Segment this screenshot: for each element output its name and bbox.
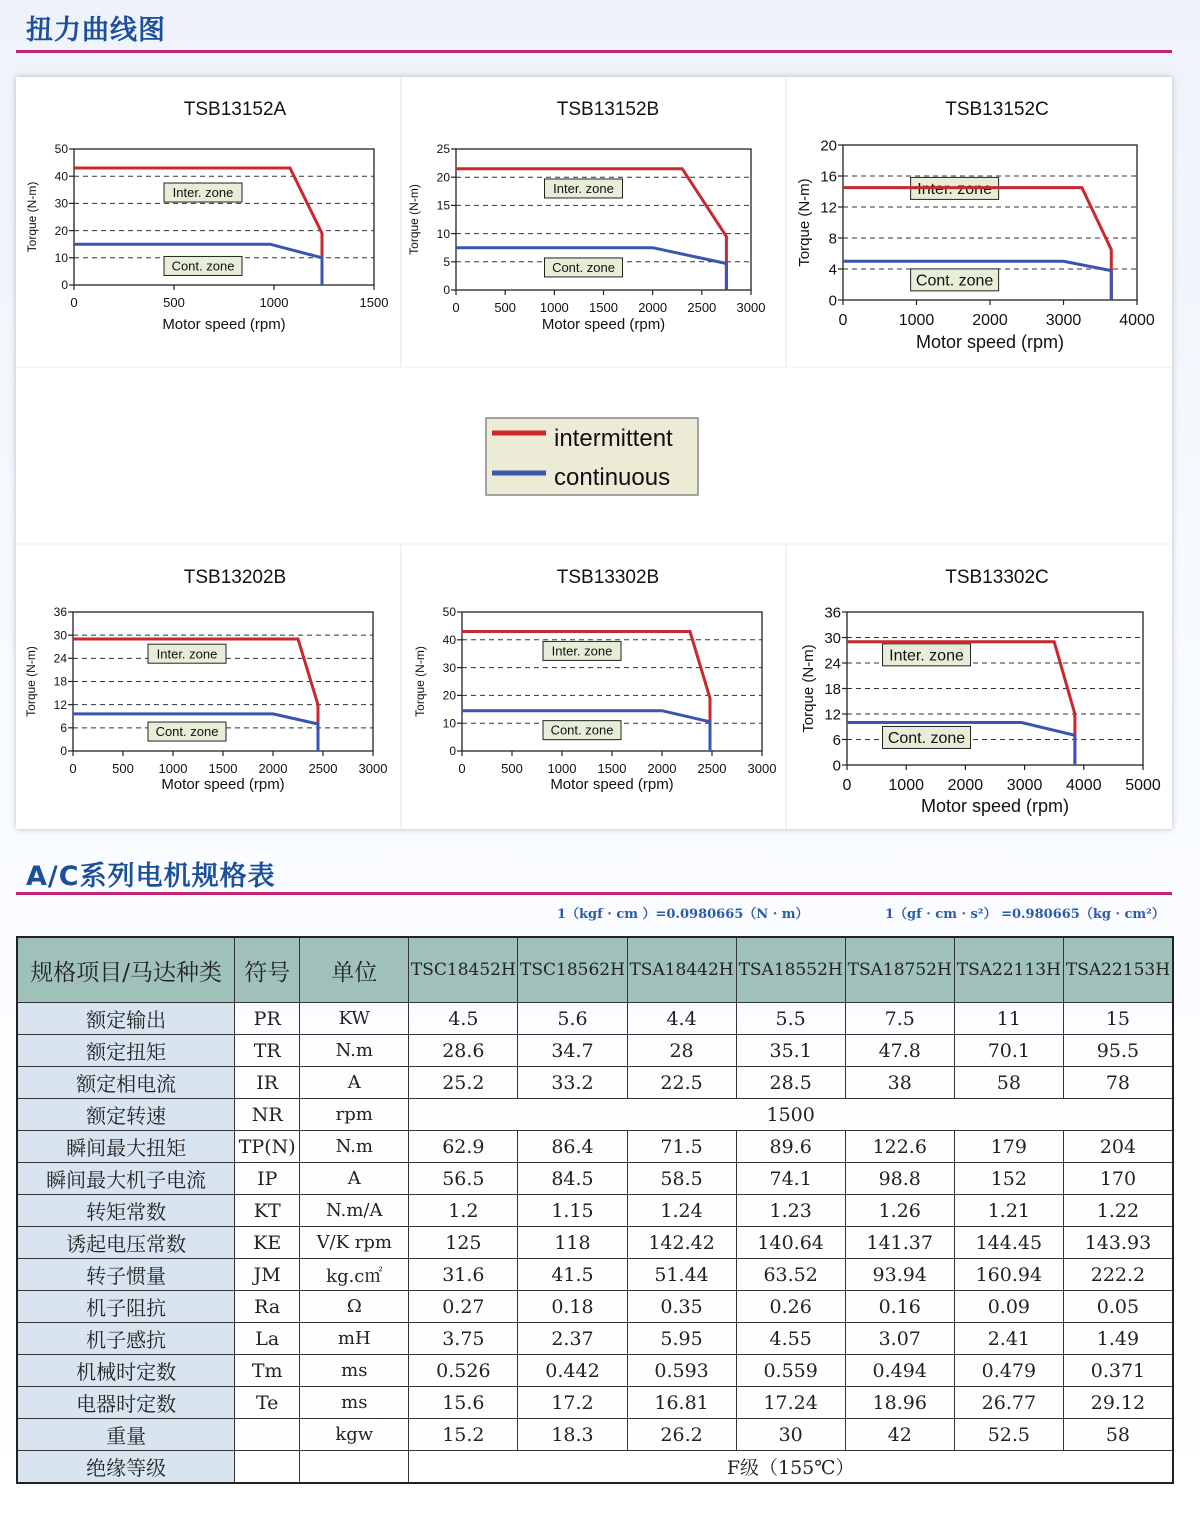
spec-value: 34.7 xyxy=(518,1035,627,1067)
spec-item-label: 绝缘等级 xyxy=(17,1451,235,1484)
y-tick-label: 10 xyxy=(54,251,68,265)
spec-value: 0.479 xyxy=(954,1355,1063,1387)
spec-value: 17.2 xyxy=(518,1387,627,1419)
x-tick-label: 0 xyxy=(70,295,78,310)
zone-label-cont: Cont. zone xyxy=(887,730,966,748)
x-tick-label: 0 xyxy=(69,761,77,776)
spec-value: 0.09 xyxy=(954,1291,1063,1323)
spec-value: 30 xyxy=(736,1419,845,1451)
spec-row xyxy=(17,1323,1173,1355)
x-tick-label: 4000 xyxy=(1119,312,1155,329)
spec-value: 63.52 xyxy=(736,1259,845,1291)
spec-value: 0.442 xyxy=(518,1355,627,1387)
y-tick-label: 30 xyxy=(442,660,456,675)
header-model: TSA18442H xyxy=(627,937,736,1003)
spec-section-divider xyxy=(16,892,1172,895)
spec-item-label: 重量 xyxy=(17,1419,235,1451)
spec-value: 125 xyxy=(409,1227,518,1259)
spec-item-label: 电器时定数 xyxy=(17,1387,235,1419)
y-tick-label: 4 xyxy=(828,261,837,279)
spec-value: 0.494 xyxy=(845,1355,954,1387)
spec-unit: ms xyxy=(300,1355,409,1387)
y-axis-label: Torque (N-m) xyxy=(796,178,813,267)
y-tick-label: 5 xyxy=(443,255,450,269)
spec-value: 86.4 xyxy=(518,1131,627,1163)
spec-symbol: IP xyxy=(235,1163,300,1195)
x-axis-label: Motor speed (rpm) xyxy=(162,316,286,333)
x-tick-label: 0 xyxy=(458,761,466,776)
zone-label-cont: Cont. zone xyxy=(550,722,614,738)
spec-value: 5.5 xyxy=(736,1003,845,1035)
spec-item-label: 诱起电压常数 xyxy=(17,1227,235,1259)
zone-label-inter: Inter. zone xyxy=(917,181,992,199)
torque-chart-tsb13152a xyxy=(25,99,388,333)
y-tick-label: 0 xyxy=(449,744,456,759)
spec-symbol: Te xyxy=(235,1387,300,1419)
x-tick-label: 2500 xyxy=(687,300,717,315)
header-model: TSA22113H xyxy=(954,937,1063,1003)
spec-unit: A xyxy=(300,1163,409,1195)
spec-value: 62.9 xyxy=(409,1131,518,1163)
y-tick-label: 0 xyxy=(61,278,68,293)
spec-value: 31.6 xyxy=(409,1259,518,1291)
spec-value: 33.2 xyxy=(518,1067,627,1099)
spec-value: 4.55 xyxy=(736,1323,845,1355)
spec-row xyxy=(17,1131,1173,1163)
spec-symbol: NR xyxy=(235,1099,300,1131)
spec-value: 1.49 xyxy=(1063,1323,1173,1355)
x-tick-label: 1500 xyxy=(589,300,618,315)
x-tick-label: 1500 xyxy=(359,295,389,310)
x-tick-label: 2000 xyxy=(258,761,288,776)
spec-value: 58 xyxy=(954,1067,1063,1099)
chart-title: TSB13302B xyxy=(556,567,660,588)
spec-value: 56.5 xyxy=(409,1163,518,1195)
spec-value: 122.6 xyxy=(845,1131,954,1163)
x-axis-label: Motor speed (rpm) xyxy=(161,776,285,793)
spec-value: 0.05 xyxy=(1063,1291,1173,1323)
spec-item-label: 机子感抗 xyxy=(17,1323,235,1355)
x-tick-label: 3000 xyxy=(358,761,388,776)
spec-value: 7.5 xyxy=(845,1003,954,1035)
torque-section-title: 扭力曲线图 xyxy=(26,15,166,46)
spec-row xyxy=(17,1419,1173,1451)
spec-item-label: 转矩常数 xyxy=(17,1195,235,1227)
spec-row xyxy=(17,1387,1173,1419)
spec-unit: rpm xyxy=(300,1099,409,1131)
spec-unit: kg.c㎡ xyxy=(300,1259,409,1291)
header-model: TSC18452H xyxy=(409,937,518,1003)
y-tick-label: 18 xyxy=(824,680,841,698)
spec-value: 0.16 xyxy=(845,1291,954,1323)
chart-title: TSB13302C xyxy=(945,567,1049,588)
spec-value: 5.6 xyxy=(518,1003,627,1035)
spec-value: 160.94 xyxy=(954,1259,1063,1291)
spec-row xyxy=(17,1163,1173,1195)
x-tick-label: 500 xyxy=(501,761,523,776)
zone-label-inter: Inter. zone xyxy=(172,185,234,201)
spec-value: 0.26 xyxy=(736,1291,845,1323)
y-axis-label: Torque (N-m) xyxy=(25,181,39,253)
header-unit: 单位 xyxy=(300,937,409,1003)
y-tick-label: 24 xyxy=(53,651,67,666)
zone-label-inter: Inter. zone xyxy=(553,181,614,197)
y-tick-label: 0 xyxy=(832,757,841,775)
spec-row xyxy=(17,1227,1173,1259)
spec-value: 0.18 xyxy=(518,1291,627,1323)
y-axis-label: Torque (N-m) xyxy=(800,644,817,733)
x-tick-label: 1000 xyxy=(888,777,924,794)
spec-value: 0.559 xyxy=(736,1355,845,1387)
chart-title: TSB13152C xyxy=(945,99,1049,120)
spec-value: 179 xyxy=(954,1131,1063,1163)
chart-legend xyxy=(486,418,698,495)
y-tick-label: 12 xyxy=(824,706,841,724)
spec-value: 41.5 xyxy=(518,1259,627,1291)
spec-value: 118 xyxy=(518,1227,627,1259)
spec-value: 152 xyxy=(954,1163,1063,1195)
zone-label-cont: Cont. zone xyxy=(915,272,994,290)
spec-value: 84.5 xyxy=(518,1163,627,1195)
x-tick-label: 1000 xyxy=(547,761,577,776)
spec-symbol: La xyxy=(235,1323,300,1355)
spec-value: 11 xyxy=(954,1003,1063,1035)
spec-unit: kgw xyxy=(300,1419,409,1451)
spec-value: 170 xyxy=(1063,1163,1173,1195)
chart-title: TSB13152B xyxy=(556,99,660,120)
spec-unit: ms xyxy=(300,1387,409,1419)
torque-chart-tsb13202b xyxy=(24,567,387,793)
spec-symbol: Tm xyxy=(235,1355,300,1387)
y-tick-label: 20 xyxy=(442,688,456,703)
spec-value: 70.1 xyxy=(954,1035,1063,1067)
spec-value: 1.21 xyxy=(954,1195,1063,1227)
spec-span-value: 1500 xyxy=(409,1099,1173,1131)
y-tick-label: 6 xyxy=(60,721,67,736)
spec-value: 1.26 xyxy=(845,1195,954,1227)
spec-value: 26.77 xyxy=(954,1387,1063,1419)
x-tick-label: 1000 xyxy=(259,295,289,310)
zone-label-inter: Inter. zone xyxy=(156,646,218,662)
spec-value: 140.64 xyxy=(736,1227,845,1259)
spec-value: 58.5 xyxy=(627,1163,736,1195)
spec-unit: V/K rpm xyxy=(300,1227,409,1259)
spec-row xyxy=(17,1067,1173,1099)
header-model: TSA18552H xyxy=(736,937,845,1003)
y-tick-label: 40 xyxy=(442,633,456,647)
spec-unit xyxy=(300,1451,409,1484)
x-tick-label: 1000 xyxy=(539,300,569,315)
spec-value: 16.81 xyxy=(627,1387,736,1419)
spec-value: 4.5 xyxy=(409,1003,518,1035)
spec-value: 93.94 xyxy=(845,1259,954,1291)
x-tick-label: 1500 xyxy=(597,761,627,776)
spec-value: 95.5 xyxy=(1063,1035,1173,1067)
spec-value: 25.2 xyxy=(409,1067,518,1099)
spec-value: 15 xyxy=(1063,1003,1173,1035)
spec-row xyxy=(17,1099,1173,1131)
spec-value: 22.5 xyxy=(627,1067,736,1099)
spec-value: 143.93 xyxy=(1063,1227,1173,1259)
spec-value: 98.8 xyxy=(845,1163,954,1195)
spec-value: 71.5 xyxy=(627,1131,736,1163)
spec-section-title: A/C系列电机规格表 xyxy=(26,861,276,892)
spec-value: 47.8 xyxy=(845,1035,954,1067)
legend-intermittent-label: intermittent xyxy=(554,425,673,452)
spec-symbol: KT xyxy=(235,1195,300,1227)
spec-row xyxy=(17,1451,1173,1484)
conversion-inertia: 1（gf · cm · s²） =0.980665（kg · cm²） xyxy=(885,907,1165,922)
spec-symbol xyxy=(235,1451,300,1484)
header-model: TSA22153H xyxy=(1063,937,1173,1003)
zone-label-cont: Cont. zone xyxy=(155,724,219,740)
spec-unit: Ω xyxy=(300,1291,409,1323)
y-tick-label: 30 xyxy=(54,196,68,211)
y-tick-label: 30 xyxy=(824,629,841,647)
x-tick-label: 2000 xyxy=(647,761,677,776)
spec-value: 28 xyxy=(627,1035,736,1067)
spec-value: 28.6 xyxy=(409,1035,518,1067)
x-tick-label: 1000 xyxy=(898,312,935,329)
spec-value: 74.1 xyxy=(736,1163,845,1195)
spec-value: 58 xyxy=(1063,1419,1173,1451)
torque-charts-panel xyxy=(16,77,1172,829)
header-symbol: 符号 xyxy=(235,937,300,1003)
y-tick-label: 20 xyxy=(436,170,450,185)
y-tick-label: 6 xyxy=(832,731,841,749)
y-tick-label: 12 xyxy=(53,697,67,712)
x-tick-label: 0 xyxy=(838,312,848,329)
y-tick-label: 50 xyxy=(442,605,456,620)
spec-row xyxy=(17,1259,1173,1291)
spec-value: 26.2 xyxy=(627,1419,736,1451)
x-axis-label: Motor speed (rpm) xyxy=(915,332,1065,352)
spec-value: 144.45 xyxy=(954,1227,1063,1259)
spec-value: 0.526 xyxy=(409,1355,518,1387)
spec-value: 15.6 xyxy=(409,1387,518,1419)
spec-value: 29.12 xyxy=(1063,1387,1173,1419)
spec-item-label: 机械时定数 xyxy=(17,1355,235,1387)
header-item: 规格项目/马达种类 xyxy=(17,937,235,1003)
spec-value: 51.44 xyxy=(627,1259,736,1291)
spec-unit: N.m xyxy=(300,1131,409,1163)
x-tick-label: 3000 xyxy=(747,761,777,776)
spec-unit: N.m/A xyxy=(300,1195,409,1227)
spec-symbol: Ra xyxy=(235,1291,300,1323)
spec-value: 18.96 xyxy=(845,1387,954,1419)
spec-value: 0.35 xyxy=(627,1291,736,1323)
spec-value: 142.42 xyxy=(627,1227,736,1259)
spec-value: 1.22 xyxy=(1063,1195,1173,1227)
header-model: TSC18562H xyxy=(518,937,627,1003)
spec-value: 0.371 xyxy=(1063,1355,1173,1387)
spec-value: 15.2 xyxy=(409,1419,518,1451)
spec-value: 35.1 xyxy=(736,1035,845,1067)
spec-table xyxy=(16,936,1174,1484)
spec-value: 52.5 xyxy=(954,1419,1063,1451)
y-tick-label: 10 xyxy=(436,226,450,241)
y-axis-label: Torque (N-m) xyxy=(413,646,427,717)
spec-span-value: F级（155℃） xyxy=(409,1451,1173,1484)
y-tick-label: 50 xyxy=(54,142,68,157)
x-tick-label: 3000 xyxy=(1045,312,1082,329)
spec-row xyxy=(17,1035,1173,1067)
spec-value: 3.75 xyxy=(409,1323,518,1355)
spec-value: 38 xyxy=(845,1067,954,1099)
spec-unit: A xyxy=(300,1067,409,1099)
conversion-torque: 1（kgf · cm ）=0.0980665（N · m） xyxy=(557,907,809,922)
x-tick-label: 1500 xyxy=(208,761,238,776)
chart-title: TSB13202B xyxy=(183,567,287,588)
spec-value: 1.24 xyxy=(627,1195,736,1227)
spec-item-label: 机子阻抗 xyxy=(17,1291,235,1323)
x-tick-label: 3000 xyxy=(1006,777,1043,794)
x-tick-label: 2000 xyxy=(947,777,984,794)
spec-symbol xyxy=(235,1419,300,1451)
torque-charts-svg xyxy=(16,77,1172,829)
spec-header-row xyxy=(17,937,1173,1003)
spec-value: 3.07 xyxy=(845,1323,954,1355)
x-tick-label: 4000 xyxy=(1066,777,1102,794)
spec-symbol: TP(N) xyxy=(235,1131,300,1163)
spec-value: 28.5 xyxy=(736,1067,845,1099)
torque-chart-tsb13152c xyxy=(796,99,1155,352)
y-tick-label: 0 xyxy=(828,292,837,310)
spec-value: 2.41 xyxy=(954,1323,1063,1355)
chart-title: TSB13152A xyxy=(183,99,287,120)
spec-value: 222.2 xyxy=(1063,1259,1173,1291)
spec-symbol: JM xyxy=(235,1259,300,1291)
spec-symbol: KE xyxy=(235,1227,300,1259)
spec-value: 2.37 xyxy=(518,1323,627,1355)
spec-value: 5.95 xyxy=(627,1323,736,1355)
legend-continuous-label: continuous xyxy=(554,464,671,491)
spec-item-label: 额定转速 xyxy=(17,1099,235,1131)
spec-value: 1.15 xyxy=(518,1195,627,1227)
zone-label-inter: Inter. zone xyxy=(889,647,964,665)
spec-item-label: 额定扭矩 xyxy=(17,1035,235,1067)
header-model: TSA18752H xyxy=(845,937,954,1003)
spec-unit: KW xyxy=(300,1003,409,1035)
y-tick-label: 0 xyxy=(443,283,450,298)
spec-row xyxy=(17,1291,1173,1323)
x-tick-label: 500 xyxy=(494,300,517,315)
spec-item-label: 额定输出 xyxy=(17,1003,235,1035)
y-axis-label: Torque (N-m) xyxy=(407,184,421,255)
y-tick-label: 36 xyxy=(824,604,841,622)
spec-row xyxy=(17,1195,1173,1227)
spec-value: 1.23 xyxy=(736,1195,845,1227)
y-axis-label: Torque (N-m) xyxy=(24,646,38,717)
x-tick-label: 2500 xyxy=(308,761,338,776)
y-tick-label: 36 xyxy=(53,605,67,620)
y-tick-label: 20 xyxy=(820,137,837,155)
spec-value: 89.6 xyxy=(736,1131,845,1163)
spec-symbol: TR xyxy=(235,1035,300,1067)
spec-value: 0.27 xyxy=(409,1291,518,1323)
spec-unit: N.m xyxy=(300,1035,409,1067)
spec-item-label: 瞬间最大扭矩 xyxy=(17,1131,235,1163)
y-tick-label: 40 xyxy=(54,169,68,184)
y-tick-label: 20 xyxy=(54,223,68,238)
spec-item-label: 额定相电流 xyxy=(17,1067,235,1099)
torque-chart-tsb13152b xyxy=(407,99,765,333)
y-tick-label: 25 xyxy=(436,142,450,157)
x-axis-label: Motor speed (rpm) xyxy=(920,796,1070,816)
y-tick-label: 15 xyxy=(436,198,450,213)
x-tick-label: 2000 xyxy=(638,300,668,315)
spec-unit: mH xyxy=(300,1323,409,1355)
x-tick-label: 0 xyxy=(842,777,852,794)
y-tick-label: 0 xyxy=(60,744,67,759)
x-axis-label: Motor speed (rpm) xyxy=(541,316,666,333)
x-axis-label: Motor speed (rpm) xyxy=(550,776,674,793)
spec-value: 141.37 xyxy=(845,1227,954,1259)
x-tick-label: 500 xyxy=(112,761,134,776)
y-tick-label: 8 xyxy=(828,230,837,248)
spec-value: 78 xyxy=(1063,1067,1173,1099)
x-tick-label: 2500 xyxy=(697,761,727,776)
spec-symbol: IR xyxy=(235,1067,300,1099)
zone-label-inter: Inter. zone xyxy=(551,643,613,659)
spec-symbol: PR xyxy=(235,1003,300,1035)
spec-value: 0.593 xyxy=(627,1355,736,1387)
spec-value: 1.2 xyxy=(409,1195,518,1227)
y-tick-label: 12 xyxy=(820,199,837,217)
zone-label-cont: Cont. zone xyxy=(552,260,615,275)
torque-chart-tsb13302c xyxy=(800,567,1161,816)
spec-value: 18.3 xyxy=(518,1419,627,1451)
x-tick-label: 5000 xyxy=(1125,777,1161,794)
spec-value: 42 xyxy=(845,1419,954,1451)
spec-value: 4.4 xyxy=(627,1003,736,1035)
spec-row xyxy=(17,1003,1173,1035)
y-tick-label: 10 xyxy=(442,716,456,731)
torque-chart-tsb13302b xyxy=(413,567,776,793)
x-tick-label: 1000 xyxy=(158,761,188,776)
x-tick-label: 0 xyxy=(452,300,460,315)
y-tick-label: 16 xyxy=(820,168,837,186)
y-tick-label: 24 xyxy=(824,655,841,673)
spec-value: 17.24 xyxy=(736,1387,845,1419)
spec-item-label: 瞬间最大机子电流 xyxy=(17,1163,235,1195)
x-tick-label: 2000 xyxy=(972,312,1008,329)
spec-value: 204 xyxy=(1063,1131,1173,1163)
y-tick-label: 18 xyxy=(53,674,67,689)
zone-label-cont: Cont. zone xyxy=(171,258,235,274)
x-tick-label: 500 xyxy=(163,295,185,310)
spec-item-label: 转子惯量 xyxy=(17,1259,235,1291)
y-tick-label: 30 xyxy=(53,628,67,643)
x-tick-label: 3000 xyxy=(736,300,766,315)
torque-section-divider xyxy=(16,50,1172,53)
spec-row xyxy=(17,1355,1173,1387)
